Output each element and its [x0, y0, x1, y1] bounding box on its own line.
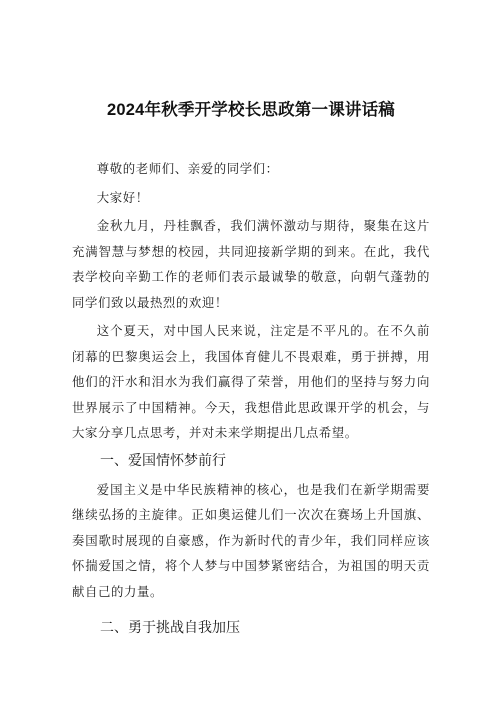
salutation: 尊敬的老师们、亲爱的同学们：: [96, 161, 279, 176]
paragraph-summer: 这个夏天，对中国人民来说，注定是不平凡的。在不久前闭幕的巴黎奥运会上，我国体育健儿不畏艰难，勇于拼搏，用他们的汗水和泪水为我们赢得了荣誉，用他们的坚持与努力向世界展示了中国精神。今天，我想借此思政课开学的机会，与大家分享几点思考，并对未来学期提出几点希望。: [72, 323, 430, 440]
section-heading-challenge: 二、勇于挑战自我加压: [100, 619, 240, 635]
paragraph-patriotism: 爱国主义是中华民族精神的核心，也是我们在新学期需要继续弘扬的主旋律。正如奥运健儿们一次次在赛场上升国旗、奏国歌时展现的自豪感，作为新时代的青少年，我们同样应该怀揣爱国之情，将个人梦与中国梦紧密结合，为祖国的明天贡献自己的力量。: [72, 481, 430, 599]
paragraph-opening: 金秋九月，丹桂飘香，我们满怀激动与期待，聚集在这片充满智慧与梦想的校园，共同迎接新学期的到来。在此，我代表学校向辛勤工作的老师们表示最诚挚的敬意，向朝气蓬勃的同学们致以最热烈的欢迎！: [72, 218, 430, 310]
greeting: 大家好！: [96, 189, 149, 205]
section-heading-patriotism: 一、爱国情怀梦前行: [100, 451, 226, 468]
document-title: 2024年秋季开学校长思政第一课讲话稿: [106, 101, 395, 119]
